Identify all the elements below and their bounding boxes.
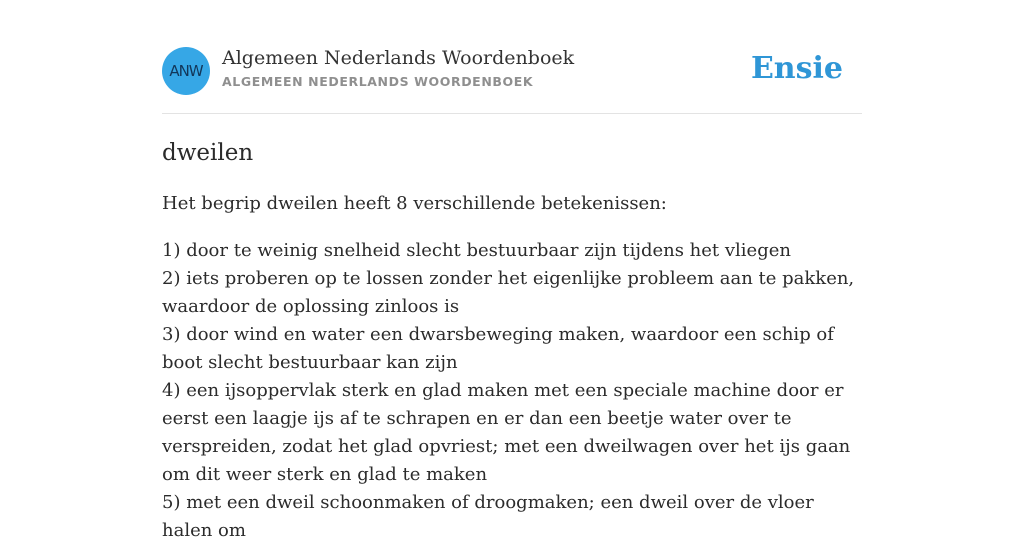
meaning-item: 5) met een dweil schoonmaken of droogmaken; een dweil over de vloer halen om: [162, 492, 814, 541]
meaning-item: 3) door wind en water een dwarsbeweging maken, waardoor een schip of boot slecht bestuurbaar kan zijn: [162, 324, 834, 373]
meaning-item: 4) een ijsoppervlak sterk en glad maken met een speciale machine door er eerst een laagje ijs af te schrapen en er dan een beetje water over te verspreiden, zodat het glad opvriest; met een dweilwagen over het ijs gaan om dit weer sterk en glad te maken: [162, 380, 851, 485]
meaning-item: 2) iets proberen op te lossen zonder het eigenlijke probleem aan te pakken, waardoor de oplossing zinloos is: [162, 268, 855, 317]
meanings-list: [162, 237, 864, 545]
page: [162, 0, 862, 541]
source-subtitle: ALGEMEEN NEDERLANDS WOORDENBOEK: [222, 74, 534, 89]
ensie-logo-link[interactable]: Ensie: [750, 51, 843, 86]
anw-logo[interactable]: ANW: [162, 47, 210, 95]
entry-intro: Het begrip dweilen heeft 8 verschillende betekenissen:: [162, 193, 667, 214]
header: [162, 47, 862, 95]
meaning-item: 1) door te weinig snelheid slecht bestuurbaar zijn tijdens het vliegen: [162, 240, 791, 261]
header-divider: [162, 113, 862, 114]
entry-word-title: dweilen: [162, 140, 254, 166]
source-title[interactable]: Algemeen Nederlands Woordenboek: [222, 47, 575, 69]
